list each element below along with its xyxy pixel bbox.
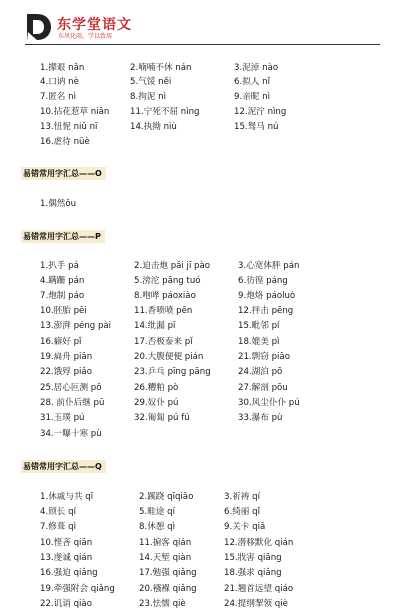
word-entry: 7.匿名 nì	[40, 92, 76, 102]
word-entry: 1.偶然ǒu	[40, 199, 77, 209]
word-entry: 6.拟人 nǐ	[234, 77, 270, 87]
list-item	[0, 492, 405, 503]
word-entry: 9.关卡 qiǎ	[224, 522, 266, 532]
word-entry: 12.泥泞 nìng	[234, 107, 287, 117]
list-item	[0, 276, 405, 287]
brand-logo-icon	[25, 12, 53, 42]
word-entry: 9.炮烙 páoluò	[238, 291, 296, 301]
word-entry: 4.蹒跚 pán	[40, 276, 85, 286]
word-entry: 2.喃喃不休 nán	[130, 63, 192, 73]
word-entry: 19.扁舟 piān	[40, 352, 93, 362]
word-entry: 22.讥诮 qiào	[40, 599, 92, 609]
list-item	[0, 137, 405, 148]
list-item	[0, 538, 405, 549]
word-entry: 3.祈祷 qí	[224, 492, 260, 502]
word-entry: 22.饿殍 piǎo	[40, 367, 92, 377]
word-entry: 1.撵艰 nǎn	[40, 63, 85, 73]
word-entry: 20.大腹便便 pián	[134, 352, 204, 362]
word-entry: 3.心宽体胖 pán	[238, 261, 300, 271]
list-item	[0, 522, 405, 533]
word-entry: 4.颀长 qí	[40, 507, 76, 517]
word-entry: 15.驽马 nú	[234, 122, 279, 132]
list-item	[0, 199, 405, 210]
list-item	[0, 291, 405, 302]
word-entry: 17.勉强 qiǎng	[139, 568, 197, 578]
list-item	[0, 383, 405, 394]
word-entry: 29.奴仆 pú	[134, 398, 179, 408]
word-entry: 1.扒手 pá	[40, 261, 79, 271]
word-entry: 15.毗邻 pí	[238, 321, 280, 331]
list-item	[0, 261, 405, 272]
word-entry: 24.提纲挈领 qiè	[224, 599, 288, 609]
word-entry: 14.天堑 qiàn	[139, 553, 192, 563]
word-entry: 11.掮客 qián	[139, 538, 192, 548]
word-entry: 8.咆哮 páoxiào	[134, 291, 196, 301]
word-entry: 19.牵强附会 qiǎng	[40, 584, 115, 594]
word-entry: 12.抨击 pēng	[238, 306, 294, 316]
list-item	[0, 63, 405, 74]
section-heading-o: 易错常用字汇总——O	[21, 167, 106, 180]
word-entry: 33.瀑布 pù	[238, 413, 283, 423]
word-entry: 12.潜移默化 qián	[224, 538, 294, 548]
word-entry: 16.癖好 pǐ	[40, 337, 82, 347]
word-entry: 8.休憩 qì	[139, 522, 175, 532]
word-entry: 3.泥淖 nào	[234, 63, 279, 73]
word-entry: 18.强求 qiǎng	[224, 568, 282, 578]
word-entry: 5.气馁 něi	[130, 77, 172, 87]
list-item	[0, 429, 405, 440]
list-item	[0, 413, 405, 424]
word-entry: 2.蹊跷 qīqiāo	[139, 492, 194, 502]
word-entry: 34.一曝十寒 pù	[40, 429, 102, 439]
word-entry: 5.滂沱 pāng tuó	[134, 276, 201, 286]
list-item	[0, 599, 405, 610]
word-entry: 7.修葺 qì	[40, 522, 76, 532]
word-entry: 28. 前仆后继 pū	[40, 398, 105, 408]
list-item	[0, 107, 405, 118]
list-item	[0, 367, 405, 378]
section-heading-p: 易错常用字汇总——P	[21, 230, 105, 243]
word-entry: 1.休戚与共 qī	[40, 492, 94, 502]
word-entry: 15.戕害 qiāng	[224, 553, 282, 563]
word-entry: 6.绮丽 qǐ	[224, 507, 260, 517]
word-entry: 13.忸怩 niǔ nī	[40, 122, 98, 132]
word-entry: 32.匍匐 pú fú	[134, 413, 190, 423]
word-entry: 14.执拗 niù	[130, 122, 177, 132]
list-item	[0, 398, 405, 409]
word-entry: 7.炮制 páo	[40, 291, 85, 301]
list-item	[0, 122, 405, 133]
word-entry: 21.剽窃 piāo	[238, 352, 290, 362]
word-entry: 10.拈花惹草 niān	[40, 107, 110, 117]
list-item	[0, 306, 405, 317]
word-entry: 24.湖泊 pō	[238, 367, 283, 377]
page-header	[0, 0, 405, 48]
word-entry: 11.宁死不屈 nìng	[130, 107, 200, 117]
list-item	[0, 553, 405, 564]
word-entry: 11.香喷喷 pēn	[134, 306, 193, 316]
word-entry: 27.解剖 pōu	[238, 383, 288, 393]
word-entry: 13.虔诚 qián	[40, 553, 93, 563]
list-item	[0, 568, 405, 579]
word-entry: 20.襁褓 qiǎng	[139, 584, 197, 594]
word-entry: 4.口讷 nè	[40, 77, 79, 87]
word-entry: 8.拘泥 nì	[130, 92, 166, 102]
word-entry: 5.畦途 qí	[139, 507, 175, 517]
word-entry: 25.居心叵测 pǒ	[40, 383, 102, 393]
word-entry: 23.怯懦 qiè	[139, 599, 186, 609]
word-entry: 18.媲美 pì	[238, 337, 280, 347]
list-item	[0, 507, 405, 518]
word-entry: 17.否极泰来 pǐ	[134, 337, 193, 347]
word-entry: 26.糟粕 pò	[134, 383, 179, 393]
brand-title: 东学堂语文	[57, 17, 132, 33]
word-entry: 2.迫击炮 pǎi jī pào	[134, 261, 211, 271]
word-entry: 13.澎湃 péng pài	[40, 321, 112, 331]
word-entry: 16.强迫 qiǎng	[40, 568, 98, 578]
list-item	[0, 321, 405, 332]
list-item	[0, 92, 405, 103]
brand-slogan: 东风化雨，学以致用	[58, 33, 113, 40]
word-entry: 23.乒乓 pīng pāng	[134, 367, 211, 377]
word-entry: 10.胚胎 pēi	[40, 306, 87, 316]
word-entry: 31.玉璞 pú	[40, 413, 85, 423]
word-entry: 14.纰漏 pī	[134, 321, 176, 331]
list-item	[0, 77, 405, 88]
section-heading-q: 易错常用字汇总——Q	[21, 460, 106, 473]
word-entry: 21.翘首远望 qiáo	[224, 584, 294, 594]
word-entry: 30.风尘仆仆 pú	[238, 398, 300, 408]
header-divider	[25, 44, 380, 45]
list-item	[0, 584, 405, 595]
list-item	[0, 352, 405, 363]
word-entry: 6.彷徨 páng	[238, 276, 288, 286]
word-entry: 16.虐待 nüè	[40, 137, 90, 147]
word-entry: 9.亲昵 nì	[234, 92, 270, 102]
word-entry: 10.悭吝 qiān	[40, 538, 93, 548]
list-item	[0, 337, 405, 348]
